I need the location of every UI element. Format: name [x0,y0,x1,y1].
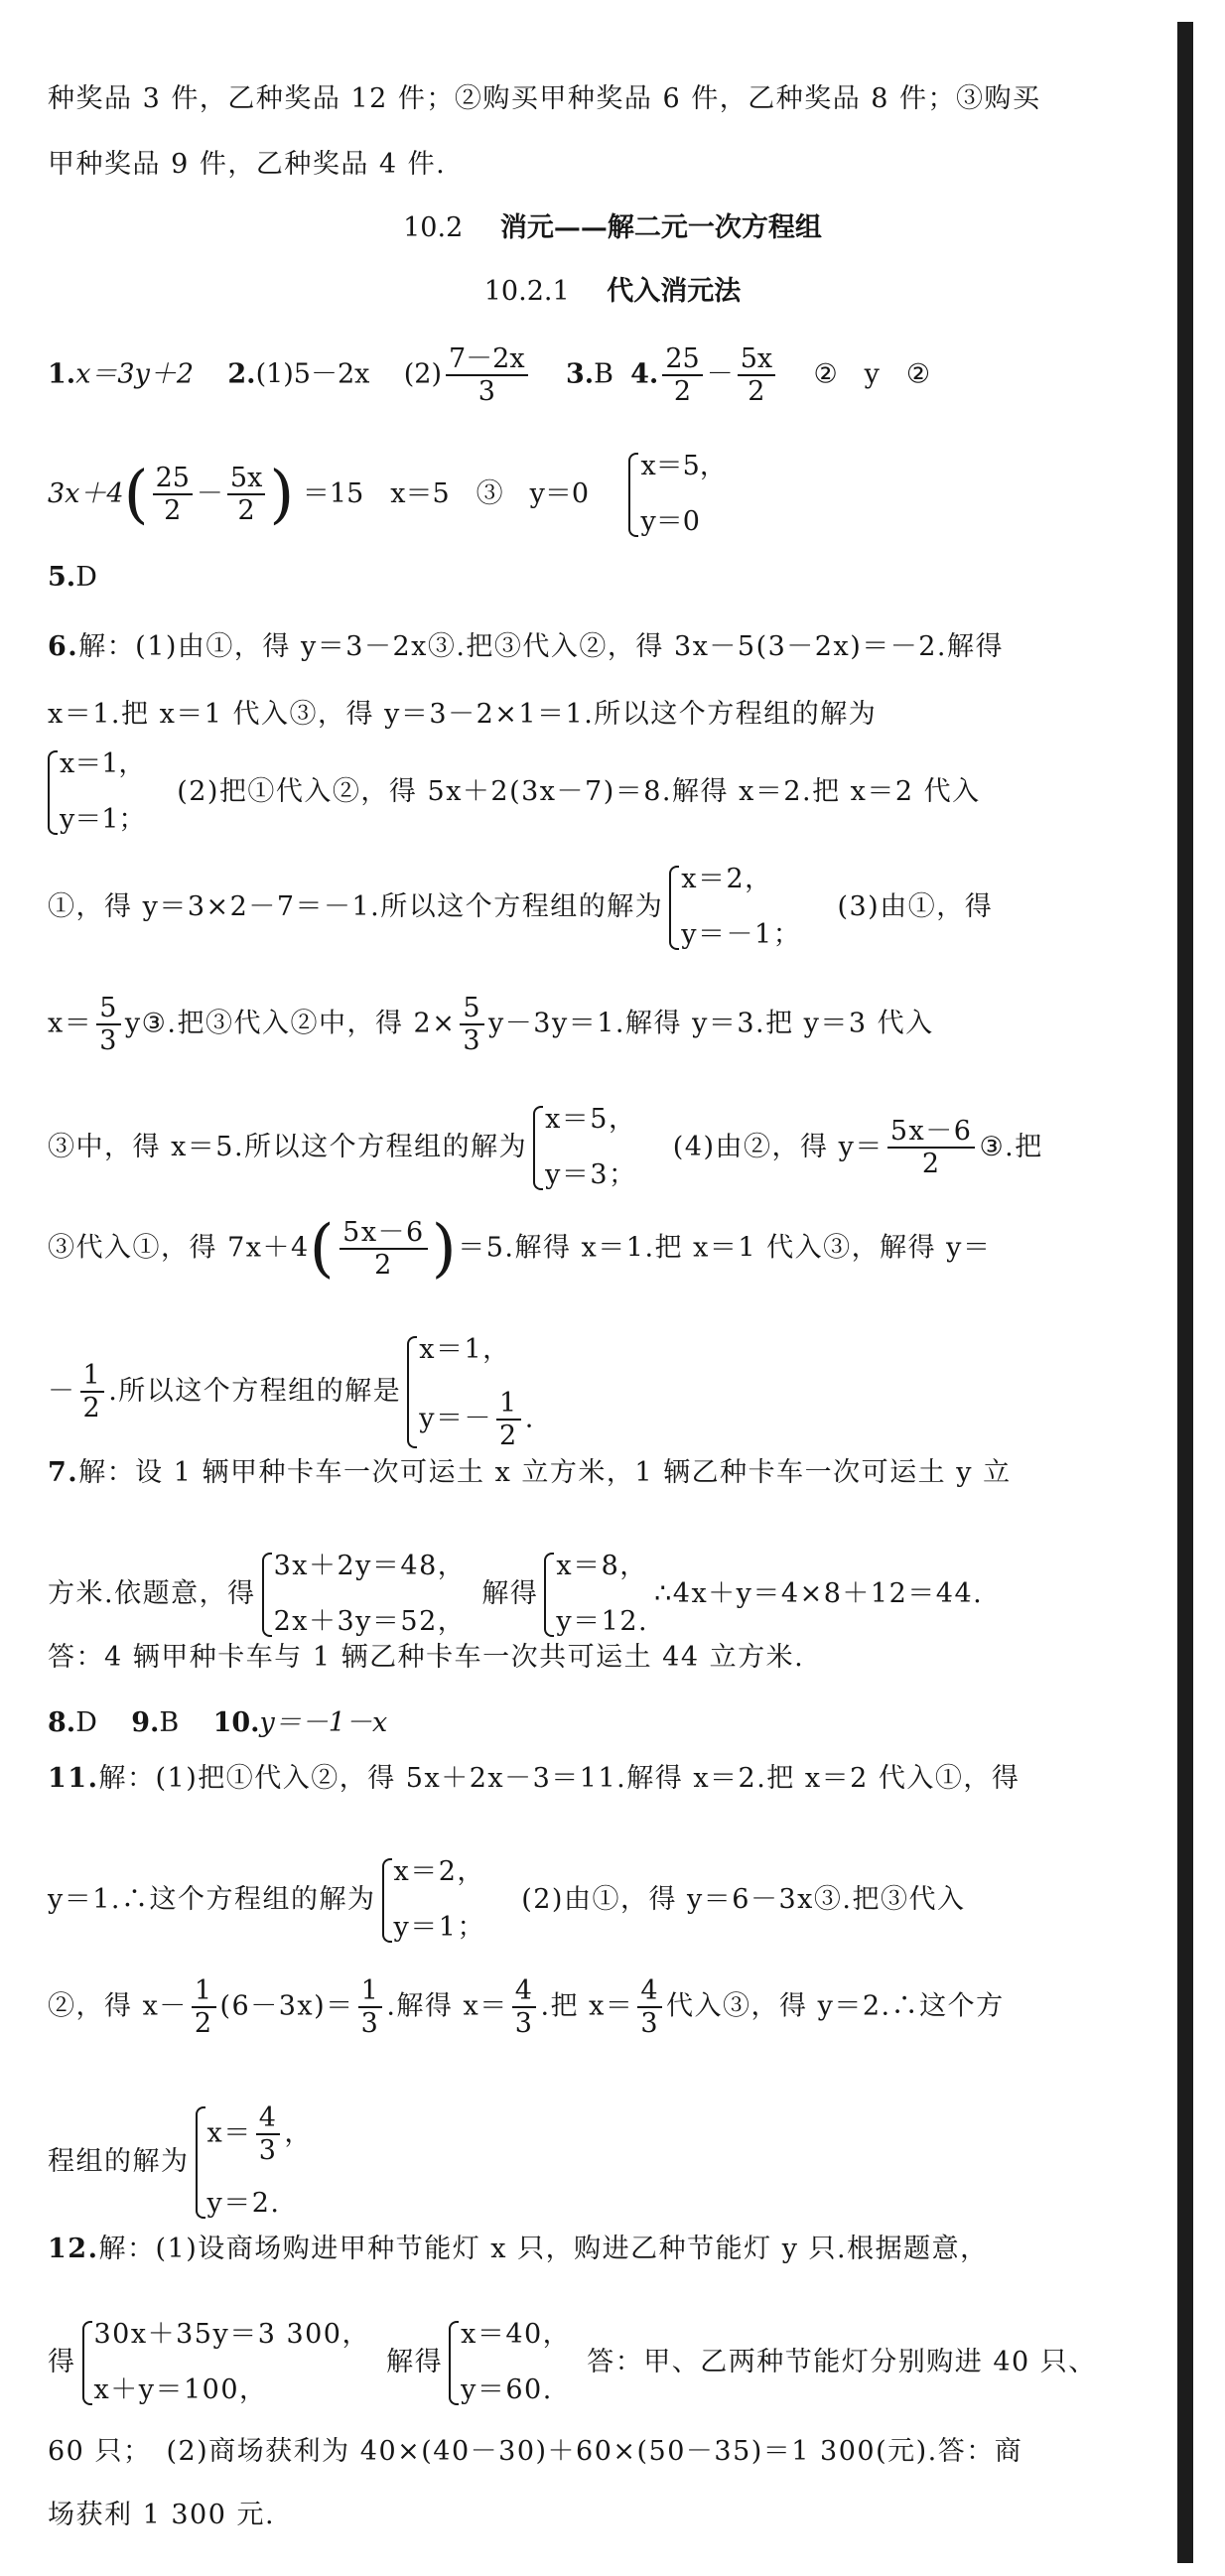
q5-number: 5. [48,562,76,593]
fraction: $\frac{5}{3}$ [460,993,484,1056]
q6-text: y－3y＝1.解得 y＝3.把 y＝3 代入 [488,1008,934,1039]
equation-system: x＝2， y＝－1； [669,862,801,954]
q7-text: 解得 [481,1577,539,1609]
q10-answer: y＝－1－x [259,1707,388,1738]
answer-line-q6g [48,1212,1169,1287]
answer-line-q12b [48,2317,1169,2409]
q7-number: 7. [48,1457,79,1488]
fraction: $\frac{25}{2}$ [662,343,702,407]
answer-line-q7 [48,1453,1169,1493]
q4-tail: ② y ② [813,358,931,390]
q8-answer: D [75,1707,97,1738]
q6-text: 解：(1)由①，得 y＝3－2x③.把③代入②，得 3x－5(3－2x)＝－2.解得 [78,631,1005,662]
q4-expr-rest: ＝15 x＝5 ③ y＝0 [302,477,590,509]
section-heading [0,208,1225,248]
fraction: $\frac{7-2x}{3}$ [446,343,528,407]
q4-number: 4. [630,358,659,390]
page-edge-bar [1177,22,1193,2563]
answer-line-q6h [48,1332,1169,1452]
q11-text: (2)由①，得 y＝6－3x③.把③代入 [521,1883,966,1915]
q6-text: .所以这个方程组的解是 [108,1375,402,1407]
q6-text: ③.把 [979,1131,1043,1162]
q7-text: 方米.依题意，得 [48,1577,256,1609]
q6-text: (2)把①代入②，得 5x＋2(3x－7)＝8.解得 x＝2.把 x＝2 代入 [177,775,981,807]
answer-line-q11c [48,1975,1169,2039]
equation-system: x＝5， y＝3； [533,1102,636,1194]
fraction: $\frac{1}{3}$ [358,1975,383,2039]
q9-answer: B [159,1707,180,1738]
q11-text: 程组的解为 [48,2145,190,2177]
fraction: $\frac{5x}{2}$ [227,463,265,526]
q6-text: (3)由①，得 [837,890,994,922]
q6-text: y③.把③代入②中，得 2× [124,1008,457,1039]
q2-part1: (1)5－2x [255,358,370,390]
fraction: $\frac{1}{2}$ [80,1360,105,1424]
q6-text: ③代入①，得 7x＋4 [48,1232,310,1264]
q11-text: (6－3x)＝ [219,1990,354,2022]
answer-line-q11d [48,2102,1169,2223]
fraction: $\frac{4}{3}$ [512,1975,537,2039]
q6-text: ①，得 y＝3×2－7＝－1.所以这个方程组的解为 [48,890,664,922]
answer-line-q6e [48,993,1169,1056]
fraction: $\frac{4}{3}$ [256,2102,281,2166]
answer-line-q6d [48,862,1169,954]
q1-answer: x＝3y＋2 [75,358,195,390]
q12-number: 12. [48,2234,99,2264]
text-line: 60 只； (2)商场获利为 40×(40－30)＋60×(50－35)＝1 300(元).答：商 [48,2436,1023,2467]
q12-text: 得 [48,2346,76,2377]
fraction: $\frac{5x}{2}$ [738,343,775,407]
answer-line-q11b [48,1854,1169,1947]
left-paren: ( [309,1212,337,1287]
q6-number: 6. [48,631,79,662]
answer-line-q7b [48,1549,1169,1641]
right-paren: ) [431,1212,459,1287]
q4-expr-start: 3x＋4 [48,477,124,509]
subsection-heading [0,272,1225,312]
fraction: $\frac{5}{3}$ [96,993,121,1056]
equation-system: 3x＋2y＝48， 2x＋3y＝52， [262,1549,467,1641]
answer-line-q6 [48,627,1169,667]
q9-number: 9. [131,1707,160,1738]
answer-line-q12 [48,2230,1169,2269]
q7-text: ∴4x＋y＝4×8＋12＝44. [654,1577,984,1609]
equation-system: x＝8， y＝12. [544,1549,648,1641]
q7-text: 解：设 1 辆甲种卡车一次可运土 x 立方米，1 辆乙种卡车一次可运土 y 立 [78,1457,1012,1488]
q11-text: 解：(1)把①代入②，得 5x＋2x－3＝11.解得 x＝2.把 x＝2 代入①，得 [98,1763,1021,1794]
subsection-title: 代入消元法 [607,276,742,307]
q6-text: － [48,1375,76,1407]
answer-line-q5 [48,558,1169,598]
subsection-number: 10.2.1 [483,276,570,307]
q11-text: .解得 x＝ [386,1990,508,2022]
q2-number: 2. [227,358,256,390]
q11-number: 11. [48,1763,99,1794]
q10-number: 10. [212,1707,260,1738]
answer-line-8-10 [48,1703,1169,1743]
q2-part2-label: (2) [403,358,442,390]
q11-text: ②，得 x－ [48,1990,188,2022]
q6-text: ③中，得 x＝5.所以这个方程组的解为 [48,1131,528,1162]
q12-text: 解得 [386,2346,444,2377]
fraction: $\frac{4}{3}$ [637,1975,662,2039]
q12-text: 解：(1)设商场购进甲种节能灯 x 只，购进乙种节能灯 y 只.根据题意， [98,2234,989,2264]
equation-system: x＝ $\frac{4}{3}$ ， y＝2. [196,2102,313,2223]
fraction: $\frac{25}{2}$ [153,463,193,526]
section-number: 10.2 [403,212,464,243]
text-line: 场获利 1 300 元. [48,2500,276,2530]
q6-text: (4)由②，得 y＝ [672,1131,884,1162]
q11-text: 代入③，得 y＝2.∴这个方 [666,1990,1005,2022]
q3-number: 3. [565,358,595,390]
q6-text: x＝ [48,1008,93,1039]
answer-line-q11 [48,1759,1169,1799]
q8-number: 8. [48,1707,76,1738]
answer-line-q6c [48,746,1169,839]
right-paren: ) [269,458,295,532]
minus-sign: － [196,477,223,509]
equation-system: x＝40， y＝60. [449,2317,571,2409]
equation-system: x＝5， y＝0 [628,449,726,541]
text-line: 答：4 辆甲种卡车与 1 辆乙种卡车一次共可运土 44 立方米. [48,1642,805,1673]
fraction: $\frac{1}{2}$ [192,1975,216,2039]
fraction: $\frac{5x-6}{2}$ [887,1116,976,1179]
text-line: x＝1.把 x＝1 代入③，得 y＝3－2×1＝1.所以这个方程组的解为 [48,699,878,730]
equation-system: x＝1， y＝1； [48,746,145,839]
answer-line-q4b [48,449,1169,541]
equation-system: x＝1， y＝－ $\frac{1}{2}$ . [407,1332,535,1452]
left-paren: ( [123,458,149,532]
minus-sign: － [706,358,734,390]
equation-system: 30x＋35y＝3 300， x＋y＝100， [82,2317,371,2409]
equation-system: x＝2， y＝1； [382,1854,485,1947]
text-line: 种奖品 3 件，乙种奖品 12 件；②购买甲种奖品 6 件，乙种奖品 8 件；③购买 [48,83,1041,114]
q12-text: 答：甲、乙两种节能灯分别购进 40 只、 [587,2346,1097,2377]
answer-line-q6f [48,1102,1169,1194]
text-line: 甲种奖品 9 件，乙种奖品 4 件. [48,149,447,180]
q5-answer: D [75,562,97,593]
answer-line-1-4 [48,343,1169,407]
q3-answer: B [594,358,613,390]
fraction: $\frac{5x-6}{2}$ [340,1217,428,1281]
fraction: $\frac{1}{2}$ [496,1388,521,1451]
section-title: 消元——解二元一次方程组 [499,212,822,243]
q11-text: .把 x＝ [540,1990,634,2022]
q1-number: 1. [48,358,76,390]
q6-text: ＝5.解得 x＝1.把 x＝1 代入③，解得 y＝ [458,1232,992,1264]
q11-text: y＝1.∴这个方程组的解为 [48,1883,376,1915]
